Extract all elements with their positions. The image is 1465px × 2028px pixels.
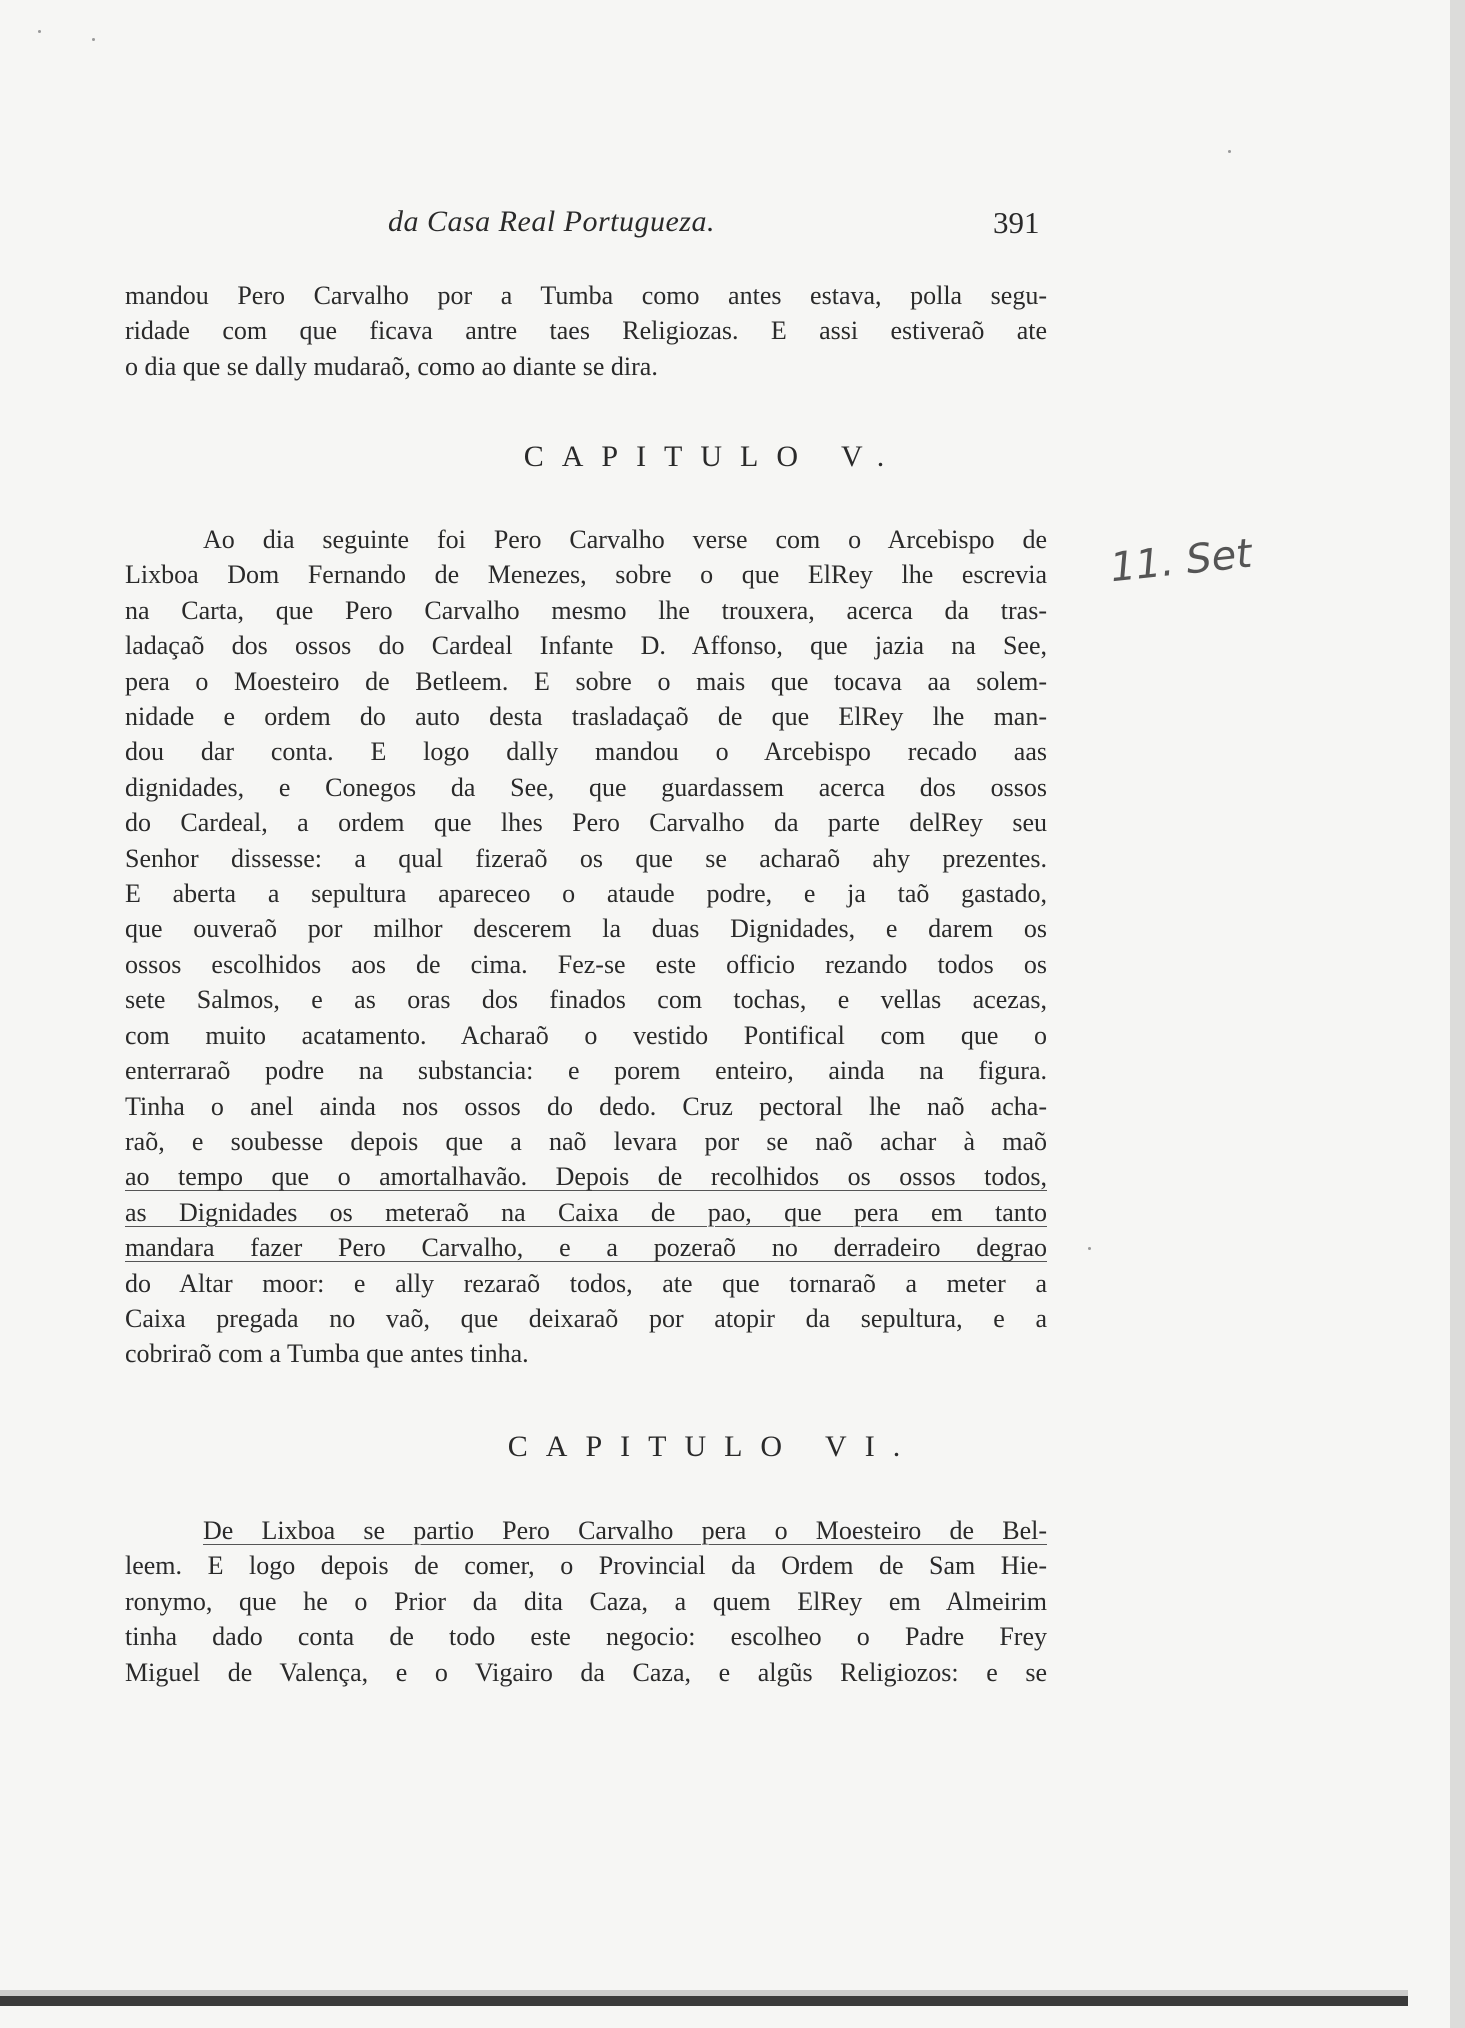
text-line: pera o Moesteiro de Betleem. E sobre o mais que tocava aa solem- — [125, 666, 1047, 696]
text-line: ao tempo que o amortalhavão. Depois de recolhidos os ossos todos, — [125, 1162, 1047, 1192]
text-line: Caixa pregada no vaõ, que deixaraõ por atopir da sepultura, e a — [125, 1303, 1047, 1333]
text-line: dou dar conta. E logo dally mandou o Arcebispo recado aas — [125, 737, 1047, 767]
text-line: Tinha o anel ainda nos ossos do dedo. Cruz pectoral lhe naõ acha- — [125, 1091, 1047, 1121]
handwritten-margin-note: 11. Set — [1107, 530, 1255, 592]
text-line: ladaçaõ dos ossos do Cardeal Infante D. Affonso, que jazia na See, — [125, 631, 1047, 661]
text-line: ossos escolhidos aos de cima. Fez-se este officio rezando todos os — [125, 949, 1047, 979]
text-line: que ouveraõ por milhor descerem la duas Dignidades, e darem os — [125, 914, 1047, 944]
chapter-heading-6: CAPITULO VI. — [507, 1430, 919, 1463]
text-line: do Altar moor: e ally rezaraõ todos, ate que tornaraõ a meter a — [125, 1268, 1047, 1298]
text-line: enterraraõ podre na substancia: e porem enteiro, ainda na figura. — [125, 1056, 1047, 1086]
paper-speck — [1088, 1247, 1091, 1250]
text-line: raõ, e soubesse depois que a naõ levara por se naõ achar à maõ — [125, 1126, 1047, 1156]
text-line: na Carta, que Pero Carvalho mesmo lhe trouxera, acerca da tras- — [125, 595, 1047, 625]
text-line: dignidades, e Conegos da See, que guardassem acerca dos ossos — [125, 772, 1047, 802]
text-line: mandara fazer Pero Carvalho, e a pozeraõ no derradeiro degrao — [125, 1233, 1047, 1263]
chapter-heading-5: CAPITULO V. — [523, 440, 903, 473]
text-line: cobriraõ com a Tumba que antes tinha. — [125, 1339, 529, 1369]
paragraph-3 — [125, 1513, 1047, 1690]
text-line: nidade e ordem do auto desta trasladaçaõ de que ElRey lhe man- — [125, 702, 1047, 732]
text-line: Lixboa Dom Fernando de Menezes, sobre o que ElRey lhe escrevia — [125, 560, 1047, 590]
text-line: com muito acatamento. Acharaõ o vestido Pontifical com que o — [125, 1020, 1047, 1050]
scan-bottom-edge — [0, 1996, 1408, 2006]
page-number: 391 — [993, 205, 1040, 240]
text-line: tinha dado conta de todo este negocio: escolheo o Padre Frey — [125, 1622, 1047, 1652]
text-line: E aberta a sepultura apareceo o ataude podre, e ja taõ gastado, — [125, 879, 1047, 909]
text-line: mandou Pero Carvalho por a Tumba como antes estava, polla segu- — [125, 281, 1047, 310]
text-line: o dia que se dally mudaraõ, como ao diante se dira. — [125, 351, 658, 381]
text-line: Senhor dissesse: a qual fizeraõ os que se acharaõ ahy prezentes. — [125, 843, 1047, 873]
text-line: ridade com que ficava antre taes Religiozas. E assi estiveraõ ate — [125, 316, 1047, 346]
text-line: sete Salmos, e as oras dos finados com tochas, e vellas acezas, — [125, 985, 1047, 1015]
paragraph-1 — [125, 278, 1047, 384]
text-line: do Cardeal, a ordem que lhes Pero Carvalho da parte delRey seu — [125, 808, 1047, 838]
running-head: da Casa Real Portugueza. — [388, 205, 715, 238]
text-line: Miguel de Valença, e o Vigairo da Caza, e algũs Religiozos: e se — [125, 1657, 1047, 1687]
paper-speck — [92, 38, 95, 41]
text-line: Ao dia seguinte foi Pero Carvalho verse com o Arcebispo de — [203, 525, 1047, 554]
paper-speck — [1228, 150, 1231, 153]
paragraph-2 — [125, 522, 1047, 1372]
paper-speck — [38, 30, 41, 33]
text-line: ronymo, que he o Prior da dita Caza, a quem ElRey em Almeirim — [125, 1586, 1047, 1616]
text-line: De Lixboa se partio Pero Carvalho pera o Moesteiro de Bel- — [203, 1516, 1047, 1545]
text-line: as Dignidades os meteraõ na Caixa de pao, que pera em tanto — [125, 1197, 1047, 1227]
text-line: leem. E logo depois de comer, o Provincial da Ordem de Sam Hie- — [125, 1551, 1047, 1581]
scan-right-edge — [1450, 0, 1465, 2028]
